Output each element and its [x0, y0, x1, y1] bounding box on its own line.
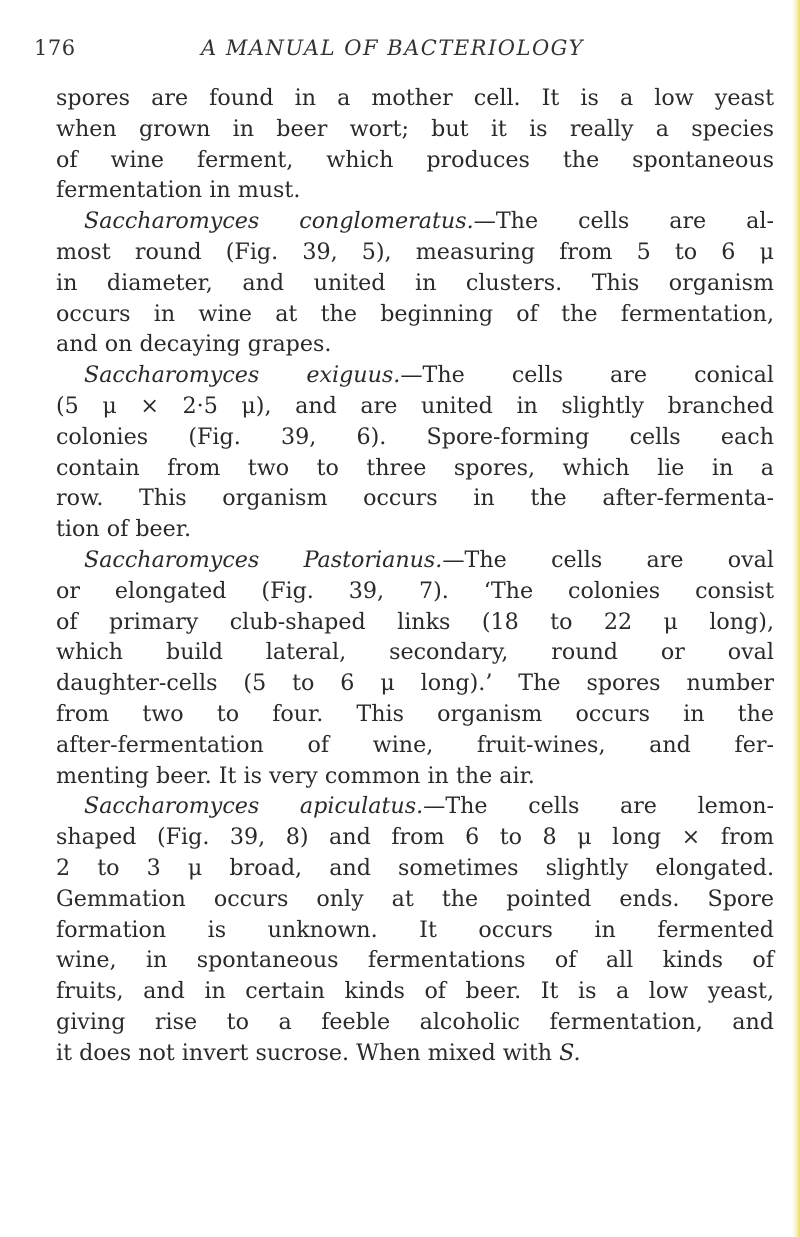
text-line: daughter-cells (5 to 6 μ long).’ The spores number	[56, 670, 774, 697]
text-line: in diameter, and united in clusters. This organism	[56, 269, 774, 296]
page-edge-shading	[792, 0, 800, 1237]
text-line: it does not invert sucrose. When mixed with S.	[56, 1039, 581, 1066]
text-line: row. This organism occurs in the after-fermenta-	[56, 485, 774, 512]
text-line: Saccharomyces Pastorianus.—The cells are oval	[84, 546, 774, 573]
text-line: formation is unknown. It occurs in fermented	[56, 916, 774, 943]
text-line: Saccharomyces exiguus.—The cells are conical	[84, 362, 774, 389]
text-line: when grown in beer wort; but it is really a species	[56, 115, 774, 142]
text-line: (5 μ × 2·5 μ), and are united in slightly branched	[56, 392, 774, 419]
text-line: menting beer. It is very common in the air.	[56, 762, 535, 789]
text-line: fermentation in must.	[56, 177, 301, 204]
text-line: fruits, and in certain kinds of beer. It is a low yeast,	[56, 978, 774, 1005]
text-line: or elongated (Fig. 39, 7). ‘The colonies consist	[56, 577, 774, 604]
body-text	[56, 83, 774, 1069]
text-line: tion of beer.	[56, 516, 192, 543]
text-line: occurs in wine at the beginning of the fermentation,	[56, 300, 774, 327]
text-line: spores are found in a mother cell. It is a low yeast	[56, 85, 774, 111]
running-title: A MANUAL OF BACTERIOLOGY	[201, 36, 584, 60]
text-line: giving rise to a feeble alcoholic fermentation, and	[56, 1008, 774, 1035]
text-line: colonies (Fig. 39, 6). Spore-forming cells each	[56, 423, 774, 450]
text-line: from two to four. This organism occurs in the	[56, 700, 774, 727]
text-line: Saccharomyces apiculatus.—The cells are lemon-	[84, 793, 774, 820]
text-line: shaped (Fig. 39, 8) and from 6 to 8 μ long × from	[56, 824, 774, 851]
text-line: of primary club-shaped links (18 to 22 μ long),	[56, 608, 774, 635]
text-line: 2 to 3 μ broad, and sometimes slightly elongated.	[56, 854, 774, 881]
text-line: of wine ferment, which produces the spontaneous	[56, 146, 774, 173]
text-line: which build lateral, secondary, round or oval	[56, 639, 774, 666]
text-line: wine, in spontaneous fermentations of all kinds of	[56, 947, 774, 974]
page-header	[34, 36, 760, 70]
text-line: most round (Fig. 39, 5), measuring from 5 to 6 μ	[56, 238, 774, 265]
page-number: 176	[34, 36, 76, 60]
text-line: contain from two to three spores, which lie in a	[56, 454, 774, 481]
text-line: Gemmation occurs only at the pointed ends. Spore	[56, 885, 774, 912]
text-line: Saccharomyces conglomeratus.—The cells are al-	[84, 208, 774, 235]
text-line: after-fermentation of wine, fruit-wines, and fer-	[56, 731, 774, 758]
text-line: and on decaying grapes.	[56, 331, 332, 358]
